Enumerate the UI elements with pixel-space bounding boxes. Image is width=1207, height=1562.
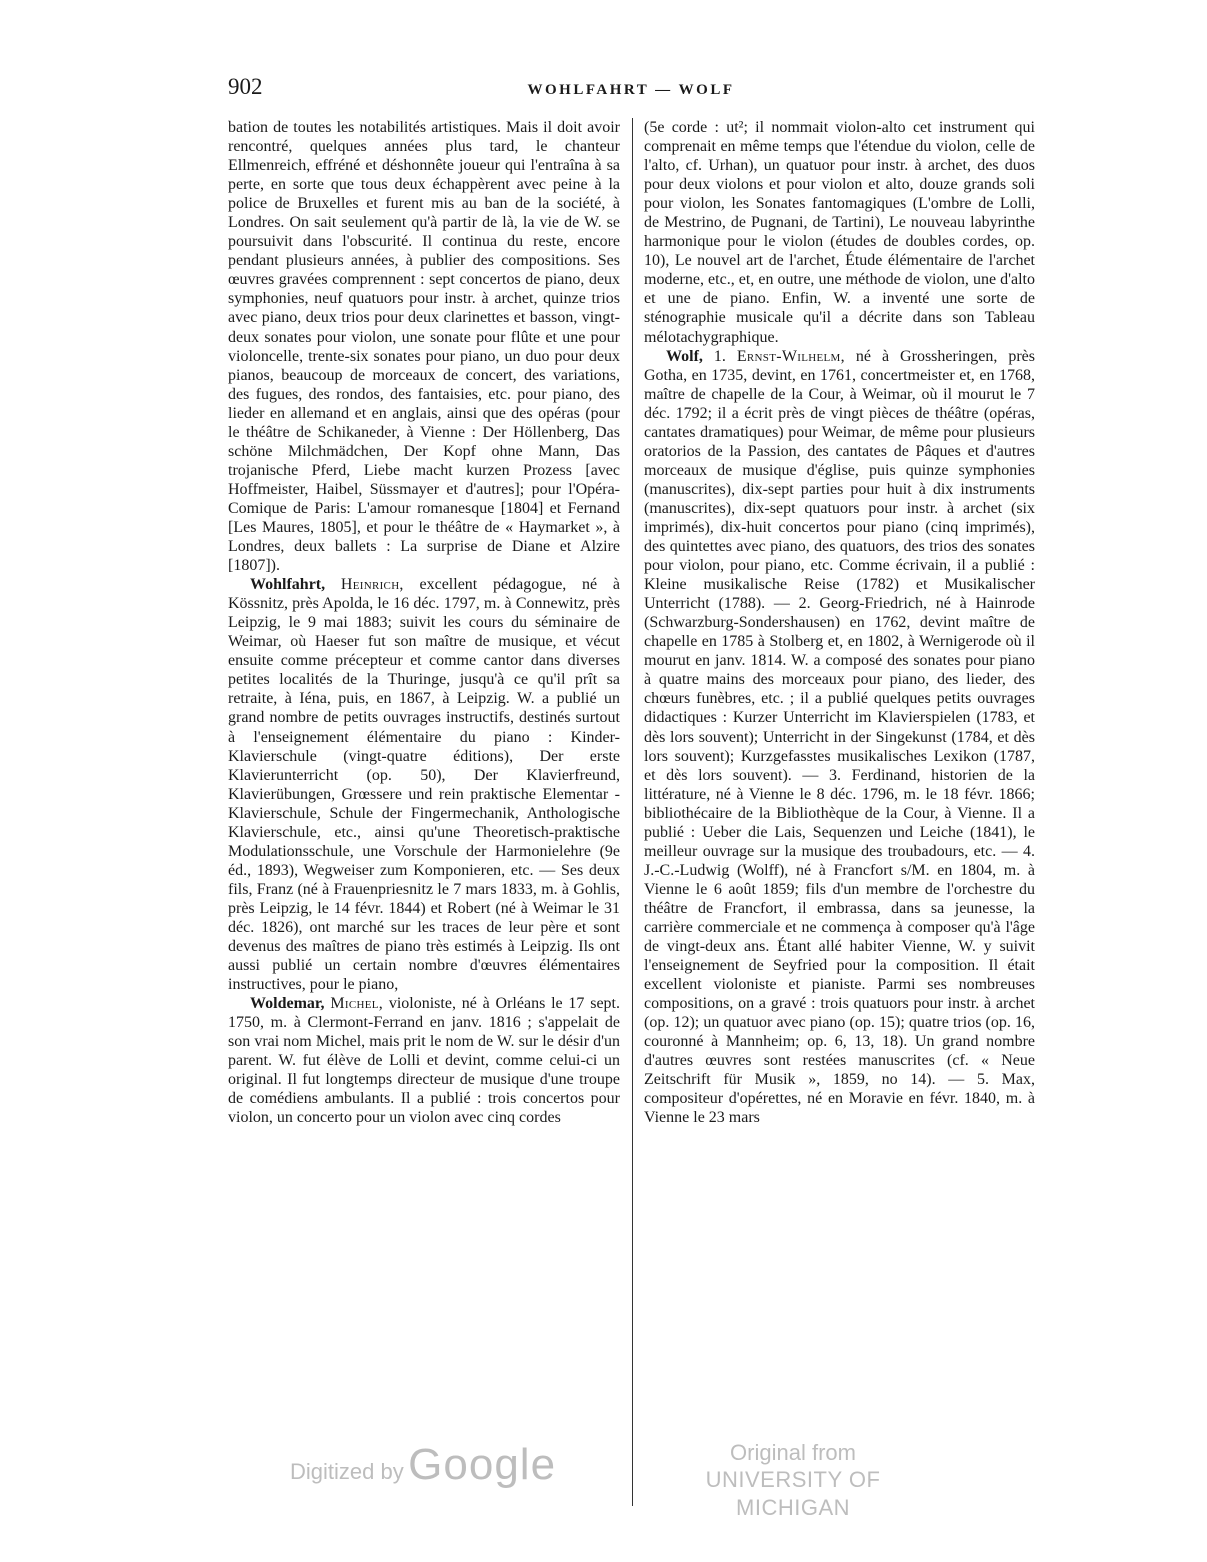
left-column xyxy=(228,118,620,1127)
right-column xyxy=(644,118,1035,1127)
entry-body: violoniste, né à Orléans le 17 sept. 1750, m. à Clermont-Ferrand en janv. 1816 ; s'appelait de son vrai nom Michel, mais prit le nom de W. sur le désir d'un parent. W. fut élève de Lolli et devint, comme celui-ci un original. Il fut longtemps directeur de musique d'une troupe de comédiens ambulants. Il a publié : trois concertos pour violon, un concerto pour un violon avec cinq cordes xyxy=(228,995,621,1127)
university-label: UNIVERSITY OF MICHIGAN xyxy=(705,1467,881,1520)
original-from-label: Original from xyxy=(730,1440,856,1465)
entry-headword: Wolf, xyxy=(666,347,703,365)
right-paragraph-continuation: (5e corde : ut²; il nommait violon-alto cet instrument qui comprenait en même temps que l'étendue du violon, celle de l'alto, cf. Urhan), un quatuor pour instr. à archet, des duos pour deux violons et pour violon et alto, douze grands soli pour violon, les Sonates fantomagiques (L'ombre de Lolli, de Mestrino, de Pugnani, de Tartini), Le nouveau labyrinthe harmonique pour le violon (études de doubles cordes, op. 10), Le nouvel art de l'archet, Étude élémentaire de l'archet moderne, etc., et, en outre, une méthode de violon, une d'alto et une de piano. Enfin, W. a inventé une sorte de sténographie musicale qu'il a décrite dans son Tableau mélotachygraphique. xyxy=(644,119,1035,346)
running-head: WOHLFAHRT — WOLF xyxy=(527,82,735,98)
page-header xyxy=(228,74,1034,108)
entry-forename: Heinrich, xyxy=(340,576,404,594)
entry-headword: Wohlfahrt, xyxy=(250,576,326,594)
left-paragraph-continuation: bation de toutes les notabilités artistiques. Mais il doit avoir rencontré, quelques années plus tard, le chanteur Ellmenreich, effréné et déshonnête joueur qui l'entraîna à sa perte, en sorte que tous deux échappèrent avec peine à la police de Bruxelles et furent mis au ban de la société, à Londres. On sait seulement qu'à partir de là, la vie de W. se poursuivit dans l'obscurité. Il continua du reste, encore pendant plusieurs années, à publier des compositions. Ses œuvres gravées comprennent : sept concertos de piano, deux symphonies, neuf quatuors pour instr. à archet, quinze trios avec piano, deux trios pour deux clarinettes et basson, vingt-deux sonates pour violon, une sonate pour flûte et une pour violoncelle, trente-six sonates pour piano, un duo pour deux pianos, beaucoup de morceaux de concert, des variations, des fugues, des rondos, des fantaisies, etc. pour piano, des lieder en allemand et en anglais, ainsi que des opéras (pour le théâtre de Schikaneder, à Vienne : Der Höllenberg, Das schöne Milchmädchen, Der Kopf ohne Mann, Das trojanische Pferd, Liebe macht kurzen Prozess [avec Hoffmeister, Haibel, Süssmayer et d'autres]; pour l'Opéra-Comique de Paris: L'amour romanesque [1804] et Fernand [Les Maures, 1805], et pour le théâtre de « Haymarket », à Londres, deux ballets : La surprise de Diane et Alzire [1807]). xyxy=(228,119,620,575)
entry-woldemar xyxy=(228,994,620,1127)
entry-forename: Ernst-Wilhelm, xyxy=(736,347,845,365)
entry-wohlfahrt xyxy=(228,575,620,994)
entry-body: excellent pédagogue, né à Kössnitz, près Apolda, le 16 déc. 1797, m. à Connewitz, près Leipzig, le 9 mai 1883; suivit les cours du séminaire de Weimar, où Haeser fut son maître de musique, et vécut ensuite comme précepteur et comme cantor dans diverses petites localités de la Thuringe, jusqu'à ce qu'il prît sa retraite, à Iéna, puis, en 1867, à Leipzig. W. a publié un grand nombre de petits ouvrages instructifs, destinés surtout à l'enseignement élémentaire du piano : Kinder-Klavierschule (vingt-quatre éditions), Der erste Klavierunterricht (op. 50), Der Klavierfreund, Klavierübungen, Grœssere und rein praktische Elementar - Klavierschule, Schule der Fingermechanik, Anthologische Klavierschule, etc., ainsi qu'une Theoretisch-praktische Modulationsschule, une Vorschule der Harmonielehre (9e éd., 1893), Wegweiser zum Komponieren, etc. — Ses deux fils, Franz (né à Frauenpriesnitz le 7 mars 1833, m. à Gohlis, près Leipzig, le 14 févr. 1844) et Robert (né à Weimar le 31 déc. 1826), ont marché sur les traces de leur père et sont devenus des maîtres de piano très estimés à Leipzig. Ils ont aussi publié un certain nombre d'œuvres élémentaires instructives, pour le piano, xyxy=(228,576,620,994)
original-from-watermark xyxy=(668,1440,918,1522)
entry-wolf xyxy=(644,347,1035,1128)
page-number: 902 xyxy=(228,74,263,99)
column-divider xyxy=(632,118,633,1506)
entry-number: 1. xyxy=(702,347,737,365)
google-logo: Google xyxy=(408,1440,557,1489)
entry-headword: Woldemar, xyxy=(250,995,325,1013)
entry-forename: Michel, xyxy=(330,995,384,1013)
digitized-prefix: Digitized by xyxy=(290,1459,404,1484)
digitized-by-watermark xyxy=(290,1440,556,1490)
entry-body: né à Grossheringen, près Gotha, en 1735, devint, en 1761, concertmeister et, en 1768, maître de chapelle de la Cour, à Weimar, où il mourut le 7 déc. 1792; il a écrit près de vingt pièces de théâtre (opéras, cantates dramatiques) pour Weimar, de même pour plusieurs oratorios de la Passion, des cantates de Pâques et d'autres morceaux de musique d'église, puis quinze symphonies (manuscrites), dix-sept parties pour huit à dix instruments (manuscrites), dix-sept quatuors pour instr. à archet (six imprimés), dix-huit concertos pour piano (cinq imprimés), des quintettes avec piano, des quatuors, des trios des sonates pour violon, pour piano, etc. Comme écrivain, il a publié : Kleine musikalische Reise (1782) et Musikalischer Unterricht (1788). — 2. Georg-Friedrich, né à Hainrode (Schwarzburg-Sondershausen) en 1762, devint maître de chapelle en 1785 à Stolberg et, en 1802, à Wernigerode où il mourut en janv. 1814. W. a composé des sonates pour piano à quatre mains des morceaux pour piano, des lieder, des chœurs funèbres, etc. ; il a publié quelques petits ouvrages didactiques : Kurzer Unterricht im Klavierspielen (1783, et dès lors souvent); Unterricht in der Singekunst (1784, et dès lors souvent); Kurzgefasstes musikalisches Lexikon (1787, et dès lors souvent). — 3. Ferdinand, historien de la littérature, né à Vienne le 8 déc. 1796, m. le 18 févr. 1866; bibliothécaire de la Bibliothèque de la Cour, à Vienne. Il a publié : Ueber die Lais, Sequenzen und Leiche (1841), le meilleur ouvrage sur la musique des troubadours, etc. — 4. J.-C.-Ludwig (Wolff), né à Francfort s/M. en 1804, m. à Vienne le 6 août 1859; fils d'un membre de l'orchestre du théâtre de Francfort, il embrassa, dans sa jeunesse, la carrière commerciale et ne commença à composer qu'à l'âge de vingt-deux ans. Étant allé habiter Vienne, W. y suivit l'enseignement de Seyfried pour la composition. Il était excellent violoniste et pianiste. Parmi ses nombreuses compositions, on a gravé : trois quatuors pour instr. à archet (op. 12); un quatuor avec piano (op. 15); quatre trios (op. 16, couronné à Mannheim; op. 6, 13, 18). Un grand nombre d'autres œuvres sont restées manuscrites (cf. « Neue Zeitschrift für Musik », 1859, no 14). — 5. Max, compositeur d'opérettes, né en Moravie en févr. 1840, m. à Vienne le 23 mars xyxy=(644,347,1035,1127)
